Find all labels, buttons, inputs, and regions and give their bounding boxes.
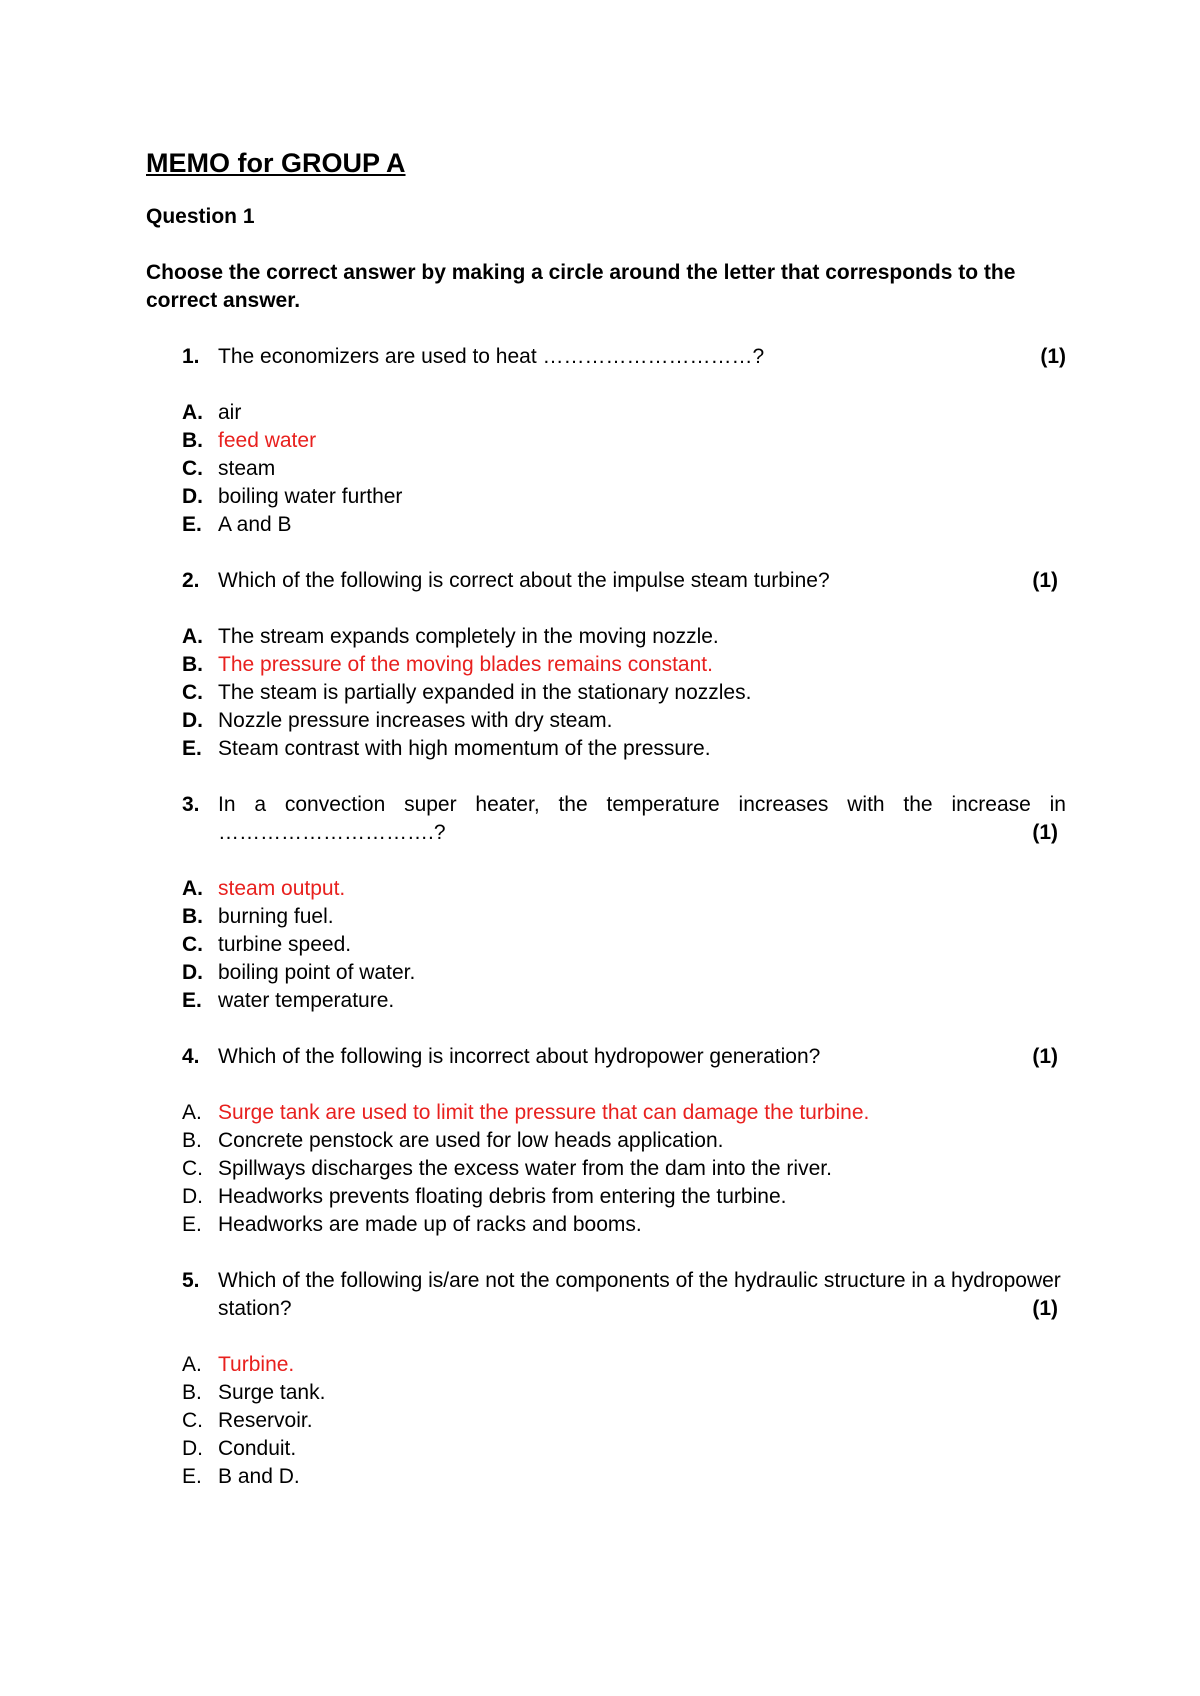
option-text: A and B (218, 513, 292, 536)
option-letter: C. (182, 933, 203, 956)
option-a[interactable] (146, 399, 1066, 427)
question-number: 5. (182, 1269, 200, 1292)
option-letter: D. (182, 961, 203, 984)
option-text: feed water (218, 429, 317, 452)
option-text: Conduit. (218, 1437, 297, 1460)
options-list (146, 1351, 1066, 1491)
option-text: Headworks prevents floating debris from entering the turbine. (218, 1185, 787, 1208)
question-text: Which of the following is correct about the impulse steam turbine? (218, 569, 830, 592)
option-letter: B. (182, 905, 203, 928)
option-b-correct[interactable] (146, 427, 1066, 455)
option-d[interactable] (146, 1183, 1066, 1211)
option-text: The pressure of the moving blades remains constant. (218, 653, 713, 676)
option-text: steam (218, 457, 276, 480)
option-letter: D. (182, 485, 203, 508)
question-text: The economizers are used to heat …………………………? (218, 345, 765, 368)
option-b[interactable] (146, 1127, 1066, 1155)
option-letter: A. (182, 625, 203, 648)
option-letter: A. (182, 1101, 202, 1124)
option-e[interactable] (146, 735, 1066, 763)
option-text: Nozzle pressure increases with dry steam. (218, 709, 613, 732)
option-text: The steam is partially expanded in the stationary nozzles. (218, 681, 752, 704)
option-letter: E. (182, 989, 202, 1012)
option-text: water temperature. (218, 989, 395, 1012)
option-c[interactable] (146, 1155, 1066, 1183)
question-5 (146, 1267, 1066, 1323)
page-title: MEMO for GROUP A (146, 148, 406, 178)
option-text: boiling water further (218, 485, 403, 508)
option-e[interactable] (146, 1463, 1066, 1491)
option-text: steam output. (218, 877, 346, 900)
option-letter: D. (182, 1185, 203, 1208)
options-list (146, 399, 1066, 539)
memo-page (146, 146, 1066, 1491)
option-c[interactable] (146, 1407, 1066, 1435)
option-letter: D. (182, 1437, 203, 1460)
option-letter: E. (182, 1213, 202, 1236)
option-letter: C. (182, 1157, 203, 1180)
question-number: 3. (182, 793, 200, 816)
option-a-correct[interactable] (146, 875, 1066, 903)
option-d[interactable] (146, 483, 1066, 511)
option-letter: E. (182, 1465, 202, 1488)
option-text: boiling point of water. (218, 961, 416, 984)
option-d[interactable] (146, 707, 1066, 735)
instructions: Choose the correct answer by making a circle around the letter that corresponds to the correct answer. (146, 261, 1016, 312)
option-letter: B. (182, 429, 203, 452)
question-marks: (1) (1040, 345, 1066, 368)
option-a-correct[interactable] (146, 1099, 1066, 1127)
option-a[interactable] (146, 623, 1066, 651)
option-letter: C. (182, 681, 203, 704)
option-text: Turbine. (218, 1353, 295, 1376)
option-letter: A. (182, 1353, 202, 1376)
question-3 (146, 791, 1066, 847)
option-text: Reservoir. (218, 1409, 313, 1432)
question-text: Which of the following is/are not the components of the hydraulic structure in a hydropower station? (218, 1269, 1061, 1320)
question-marks: (1) (1032, 569, 1058, 592)
option-letter: B. (182, 1129, 202, 1152)
question-number: 4. (182, 1045, 200, 1068)
question-4 (146, 1043, 1066, 1071)
question-heading: Question 1 (146, 205, 255, 228)
option-text: Headworks are made up of racks and booms. (218, 1213, 642, 1236)
option-d[interactable] (146, 959, 1066, 987)
option-letter: E. (182, 513, 202, 536)
option-text: The stream expands completely in the moving nozzle. (218, 625, 719, 648)
option-text: Surge tank are used to limit the pressure that can damage the turbine. (218, 1101, 870, 1124)
option-a-correct[interactable] (146, 1351, 1066, 1379)
option-letter: B. (182, 653, 203, 676)
option-e[interactable] (146, 511, 1066, 539)
question-number: 2. (182, 569, 200, 592)
option-text: Spillways discharges the excess water from the dam into the river. (218, 1157, 832, 1180)
option-letter: B. (182, 1381, 202, 1404)
option-text: Concrete penstock are used for low heads application. (218, 1129, 724, 1152)
question-1 (146, 343, 1066, 371)
option-text: Steam contrast with high momentum of the pressure. (218, 737, 711, 760)
option-text: Surge tank. (218, 1381, 326, 1404)
options-list (146, 1099, 1066, 1239)
question-number: 1. (182, 345, 200, 368)
option-text: air (218, 401, 242, 424)
question-marks: (1) (1032, 1045, 1058, 1068)
option-c[interactable] (146, 931, 1066, 959)
option-letter: C. (182, 1409, 203, 1432)
option-text: B and D. (218, 1465, 300, 1488)
option-c[interactable] (146, 455, 1066, 483)
question-marks: (1) (1032, 1297, 1058, 1320)
option-letter: A. (182, 877, 203, 900)
option-letter: D. (182, 709, 203, 732)
option-letter: A. (182, 401, 203, 424)
options-list (146, 623, 1066, 763)
option-letter: E. (182, 737, 202, 760)
question-text: In a convection super heater, the temperature increases with the increase in ………………………….? (218, 793, 1066, 844)
question-2 (146, 567, 1066, 595)
options-list (146, 875, 1066, 1015)
question-text: Which of the following is incorrect about hydropower generation? (218, 1045, 821, 1068)
question-marks: (1) (1032, 821, 1058, 844)
option-e[interactable] (146, 1211, 1066, 1239)
option-text: turbine speed. (218, 933, 352, 956)
option-text: burning fuel. (218, 905, 334, 928)
option-b[interactable] (146, 1379, 1066, 1407)
option-e[interactable] (146, 987, 1066, 1015)
option-b[interactable] (146, 903, 1066, 931)
option-b-correct[interactable] (146, 651, 1066, 679)
option-d[interactable] (146, 1435, 1066, 1463)
option-c[interactable] (146, 679, 1066, 707)
option-letter: C. (182, 457, 203, 480)
